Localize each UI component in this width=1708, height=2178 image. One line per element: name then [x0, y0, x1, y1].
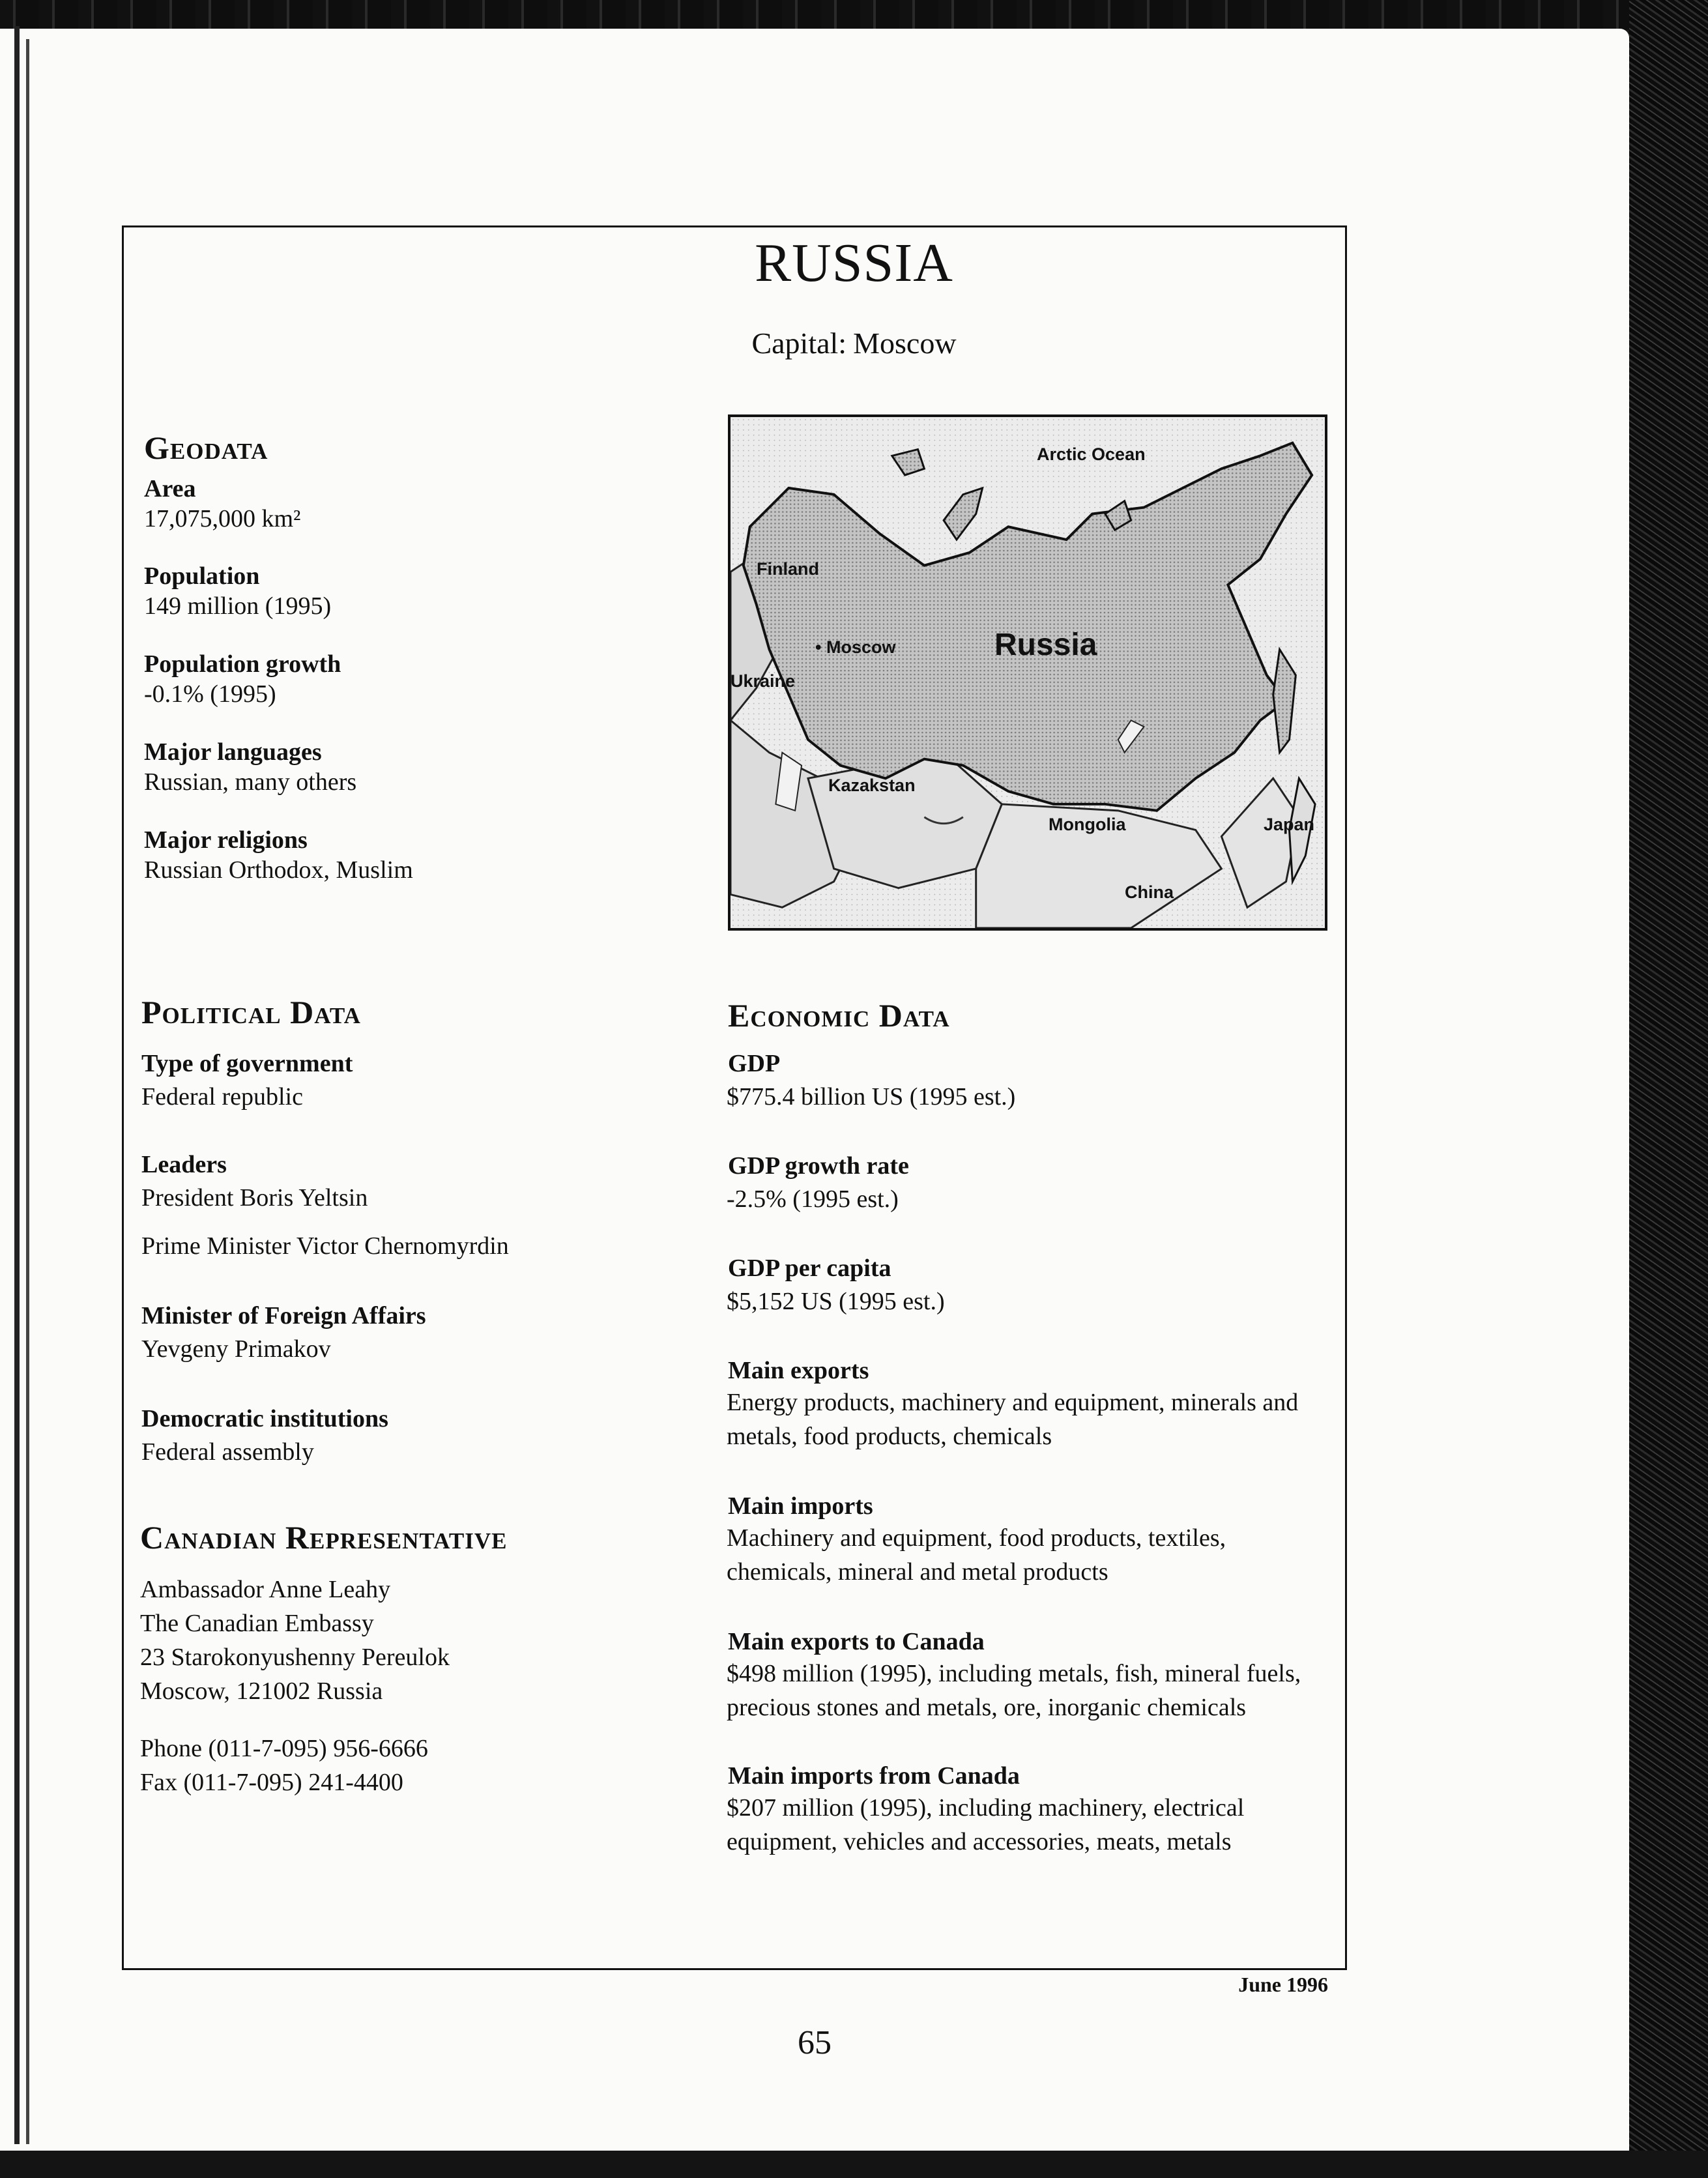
main-imports-label: Main imports — [728, 1492, 873, 1520]
gdp-growth-label: GDP growth rate — [728, 1152, 909, 1180]
exports-to-canada-line-2: precious stones and metals, ore, inorganic chemicals — [727, 1694, 1247, 1721]
foreign-affairs-label: Minister of Foreign Affairs — [141, 1302, 426, 1329]
main-imports-line-2: chemicals, mineral and metal products — [727, 1558, 1108, 1586]
leader-president: President Boris Yeltsin — [141, 1184, 368, 1212]
map-graphic — [731, 417, 1325, 928]
rep-phone: Phone (011-7-095) 956-6666 — [140, 1735, 428, 1762]
population-growth-value: -0.1% (1995) — [144, 680, 276, 708]
languages-value: Russian, many others — [144, 768, 357, 796]
population-label: Population — [144, 562, 260, 590]
leaders-label: Leaders — [141, 1151, 227, 1178]
gdp-label: GDP — [728, 1050, 781, 1077]
rep-fax: Fax (011-7-095) 241-4400 — [140, 1769, 403, 1796]
canadian-rep-heading: Canadian Representative — [140, 1519, 508, 1556]
exports-to-canada-label: Main exports to Canada — [728, 1628, 985, 1655]
map-label-arctic-ocean: Arctic Ocean — [1037, 444, 1146, 464]
main-exports-line-2: metals, food products, chemicals — [727, 1423, 1052, 1450]
imports-from-canada-line-2: equipment, vehicles and accessories, meats, metals — [727, 1828, 1232, 1855]
languages-label: Major languages — [144, 738, 322, 766]
page-title: RUSSIA — [755, 233, 953, 293]
government-value: Federal republic — [141, 1083, 303, 1111]
gdp-per-capita-label: GDP per capita — [728, 1255, 891, 1282]
map-label-mongolia: Mongolia — [1049, 815, 1126, 834]
scan-top-edge — [0, 0, 1708, 30]
gdp-value: $775.4 billion US (1995 est.) — [727, 1083, 1016, 1111]
imports-from-canada-label: Main imports from Canada — [728, 1762, 1020, 1790]
capital-value: Moscow — [853, 327, 957, 360]
page-number: 65 — [798, 2024, 832, 2061]
map-label-ukraine: Ukraine — [731, 671, 796, 691]
capital-label: Capital: — [751, 327, 847, 360]
economic-heading: Economic Data — [728, 997, 950, 1034]
area-value: 17,075,000 km² — [144, 505, 301, 532]
map-label-moscow: • Moscow — [815, 637, 896, 657]
political-heading: Political Data — [141, 994, 361, 1030]
democratic-institutions-value: Federal assembly — [141, 1438, 314, 1466]
population-growth-label: Population growth — [144, 650, 341, 678]
map-label-russia: Russia — [994, 628, 1097, 662]
publication-date: June 1996 — [1238, 1973, 1328, 1996]
foreign-affairs-value: Yevgeny Primakov — [141, 1335, 331, 1363]
map-label-kazakstan: Kazakstan — [828, 776, 916, 795]
rep-ambassador: Ambassador Anne Leahy — [140, 1576, 391, 1603]
gdp-growth-value: -2.5% (1995 est.) — [727, 1185, 899, 1213]
map-label-japan: Japan — [1264, 815, 1315, 834]
religions-value: Russian Orthodox, Muslim — [144, 856, 413, 884]
map-label-china: China — [1125, 882, 1174, 902]
main-exports-label: Main exports — [728, 1357, 869, 1384]
imports-from-canada-line-1: $207 million (1995), including machinery, electrical — [727, 1794, 1245, 1822]
area-label: Area — [144, 475, 196, 502]
geodata-heading: Geodata — [144, 429, 268, 466]
gdp-per-capita-value: $5,152 US (1995 est.) — [727, 1288, 945, 1315]
population-value: 149 million (1995) — [144, 592, 332, 620]
leader-prime-minister: Prime Minister Victor Chernomyrdin — [141, 1232, 509, 1260]
democratic-institutions-label: Democratic institutions — [141, 1405, 388, 1432]
capital-line — [0, 326, 1708, 360]
rep-embassy: The Canadian Embassy — [140, 1610, 374, 1637]
rep-city: Moscow, 121002 Russia — [140, 1677, 383, 1705]
map-label-finland: Finland — [757, 559, 819, 579]
religions-label: Major religions — [144, 826, 308, 854]
main-exports-line-1: Energy products, machinery and equipment, minerals and — [727, 1389, 1299, 1416]
rep-street: 23 Starokonyushenny Pereulok — [140, 1644, 450, 1671]
government-label: Type of government — [141, 1050, 353, 1077]
exports-to-canada-line-1: $498 million (1995), including metals, fish, mineral fuels, — [727, 1660, 1301, 1687]
scan-bottom-edge — [0, 2151, 1708, 2178]
main-imports-line-1: Machinery and equipment, food products, textiles, — [727, 1524, 1226, 1552]
russia-map — [728, 414, 1327, 931]
